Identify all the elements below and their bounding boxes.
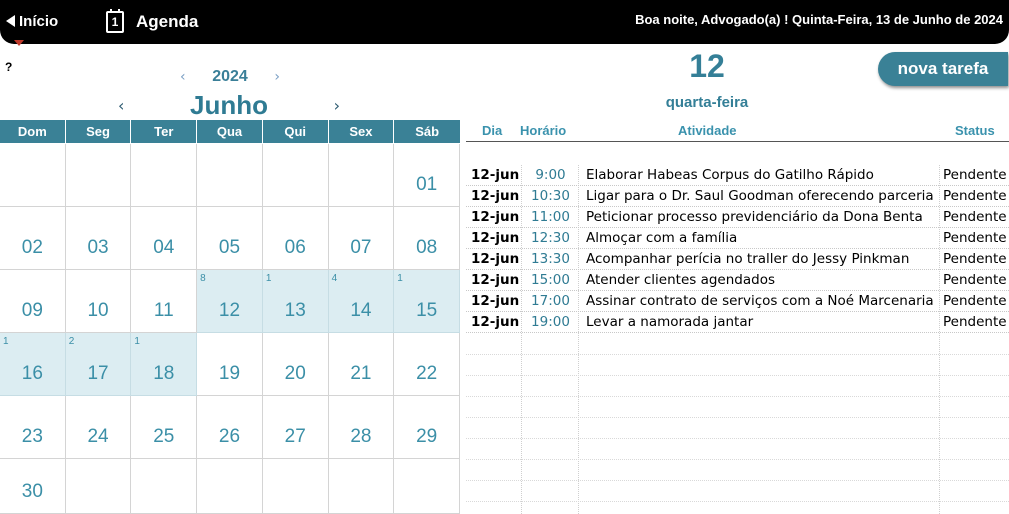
day-number: 15	[416, 300, 438, 321]
column-header-time: Horário	[520, 123, 567, 138]
calendar-day-cell[interactable]	[0, 333, 66, 396]
column-header-activity: Atividade	[678, 123, 737, 138]
task-time: 19:00	[531, 314, 570, 330]
calendar-day-cell[interactable]	[197, 333, 263, 396]
calendar-day-cell[interactable]	[0, 459, 66, 514]
day-number: 07	[350, 237, 372, 258]
empty-row-line	[466, 396, 1009, 397]
weekday-label: Qui	[263, 120, 329, 143]
task-time: 11:00	[531, 209, 570, 225]
month-label: Junho	[190, 89, 268, 120]
calendar-empty-cell	[329, 144, 395, 207]
calendar-day-cell[interactable]	[197, 270, 263, 333]
calendar-icon	[106, 11, 124, 33]
calendar-day-cell[interactable]	[329, 333, 395, 396]
task-status: Pendente	[943, 209, 1007, 225]
task-count-badge: 4	[331, 273, 338, 284]
task-status: Pendente	[943, 230, 1007, 246]
calendar-empty-cell	[263, 144, 329, 207]
calendar-day-cell[interactable]	[131, 270, 197, 333]
year-label: 2024	[212, 68, 248, 85]
tasks-table-body	[466, 165, 1009, 333]
calendar-day-cell[interactable]	[394, 396, 460, 459]
calendar-day-cell[interactable]	[197, 396, 263, 459]
task-day: 12-jun	[471, 293, 520, 309]
back-arrow-icon	[6, 15, 15, 27]
task-row[interactable]	[466, 207, 1009, 228]
empty-row-line	[466, 480, 1009, 481]
task-activity: Acompanhar perícia no traller do Jessy Pinkman	[586, 251, 910, 267]
task-count-badge: 8	[200, 273, 206, 284]
task-status: Pendente	[943, 293, 1007, 309]
weekday-label: Dom	[0, 120, 66, 143]
calendar-day-cell[interactable]	[394, 144, 460, 207]
task-status: Pendente	[943, 251, 1007, 267]
task-count-badge: 1	[134, 336, 140, 347]
task-activity: Ligar para o Dr. Saul Goodman oferecendo parceria	[586, 188, 934, 204]
calendar-day-cell[interactable]	[394, 333, 460, 396]
calendar-empty-cell	[394, 459, 460, 514]
day-number: 29	[416, 426, 438, 447]
task-day: 12-jun	[471, 230, 520, 246]
calendar-empty-cell	[66, 459, 132, 514]
task-status: Pendente	[943, 314, 1007, 330]
day-number: 28	[350, 426, 372, 447]
empty-row-line	[466, 438, 1009, 439]
task-count-badge: 1	[397, 273, 403, 284]
task-row[interactable]	[466, 165, 1009, 186]
prev-month-button[interactable]: ‹	[118, 95, 125, 115]
task-status: Pendente	[943, 272, 1007, 288]
task-day: 12-jun	[471, 251, 520, 267]
column-header-day: Dia	[482, 123, 503, 138]
task-activity: Peticionar processo previdenciário da Dona Benta	[586, 209, 923, 225]
task-time: 10:30	[531, 188, 570, 204]
day-number: 03	[87, 237, 109, 258]
calendar-empty-cell	[131, 144, 197, 207]
day-number: 19	[218, 363, 241, 384]
calendar-icon-number: 1	[111, 15, 119, 29]
task-status: Pendente	[943, 188, 1007, 204]
back-home-label: Início	[19, 12, 59, 30]
calendar-grid	[0, 144, 460, 514]
empty-row-line	[466, 354, 1009, 355]
task-activity: Almoçar com a família	[586, 230, 738, 246]
calendar-empty-cell	[197, 144, 263, 207]
day-number: 16	[21, 363, 43, 384]
task-row[interactable]	[466, 312, 1009, 333]
day-number: 26	[218, 426, 241, 447]
calendar-empty-cell	[197, 459, 263, 514]
task-row[interactable]	[466, 270, 1009, 291]
task-row[interactable]	[466, 249, 1009, 270]
task-count-badge: 1	[3, 336, 9, 347]
day-number: 18	[153, 363, 175, 384]
selected-day-weekday: quarta-feira	[665, 94, 749, 111]
calendar-day-cell[interactable]	[329, 207, 395, 270]
top-bar	[0, 0, 1009, 44]
empty-row-line	[466, 501, 1009, 502]
empty-row-line	[466, 417, 1009, 418]
task-activity: Atender clientes agendados	[586, 272, 775, 288]
weekday-label: Seg	[66, 120, 132, 143]
greeting-text: Boa noite, Advogado(a) ! Quinta-Feira, 13 de Junho de 2024	[635, 12, 1003, 27]
task-status: Pendente	[943, 167, 1007, 183]
prev-year-button[interactable]: ‹	[180, 69, 186, 85]
task-day: 12-jun	[471, 188, 520, 204]
task-count-badge: 2	[68, 336, 75, 347]
weekday-header	[0, 120, 460, 143]
day-number: 06	[284, 237, 306, 258]
app-title-label: Agenda	[136, 12, 199, 31]
day-number: 11	[153, 300, 174, 321]
calendar-empty-cell	[329, 459, 395, 514]
calendar-day-cell[interactable]	[66, 333, 132, 396]
weekday-label: Ter	[131, 120, 197, 143]
calendar-day-cell[interactable]	[394, 207, 460, 270]
help-button[interactable]: ?	[5, 60, 13, 74]
day-number: 10	[87, 300, 109, 321]
day-number: 02	[21, 237, 43, 258]
selected-day-number: 12	[689, 48, 725, 84]
calendar-day-cell[interactable]	[329, 270, 395, 333]
task-time: 9:00	[535, 167, 566, 183]
day-number: 14	[350, 300, 372, 321]
calendar-day-cell[interactable]	[66, 270, 132, 333]
calendar-day-cell[interactable]	[394, 270, 460, 333]
calendar-empty-cell	[0, 144, 66, 207]
next-month-button[interactable]: ›	[333, 95, 340, 115]
app-title	[106, 9, 198, 35]
year-navigator	[180, 66, 280, 88]
task-row[interactable]	[466, 291, 1009, 312]
task-time: 12:30	[531, 230, 570, 246]
calendar-empty-cell	[66, 144, 132, 207]
day-number: 17	[87, 363, 109, 384]
day-number: 30	[21, 481, 43, 502]
calendar-day-cell[interactable]	[0, 207, 66, 270]
day-number: 20	[284, 363, 306, 384]
task-day: 12-jun	[471, 314, 520, 330]
day-number: 24	[87, 426, 109, 447]
day-number: 25	[153, 426, 175, 447]
calendar-day-cell[interactable]	[66, 396, 132, 459]
empty-row-line	[466, 459, 1009, 460]
weekday-label: Sex	[329, 120, 395, 143]
day-number: 05	[218, 237, 241, 258]
corner-marker-icon	[14, 40, 24, 46]
column-header-status: Status	[955, 123, 995, 138]
task-activity: Assinar contrato de serviços com a Noé Marcenaria	[586, 293, 934, 309]
calendar-day-cell[interactable]	[131, 333, 197, 396]
day-number: 23	[21, 426, 43, 447]
day-number: 12	[218, 300, 241, 321]
task-time: 15:00	[531, 272, 570, 288]
day-number: 13	[284, 300, 306, 321]
task-time: 17:00	[531, 293, 570, 309]
day-number: 01	[416, 174, 438, 195]
day-number: 27	[284, 426, 306, 447]
calendar-empty-cell	[263, 459, 329, 514]
calendar-day-cell[interactable]	[131, 207, 197, 270]
task-day: 12-jun	[471, 272, 520, 288]
calendar-day-cell[interactable]	[263, 270, 329, 333]
task-activity: Levar a namorada jantar	[586, 314, 754, 330]
calendar-day-cell[interactable]	[263, 207, 329, 270]
task-day: 12-jun	[471, 167, 520, 183]
day-number: 04	[153, 237, 175, 258]
calendar-day-cell[interactable]	[329, 396, 395, 459]
task-row[interactable]	[466, 228, 1009, 249]
day-number: 22	[416, 363, 438, 384]
task-time: 13:30	[531, 251, 570, 267]
weekday-label: Qua	[197, 120, 263, 143]
month-navigator	[118, 90, 340, 120]
empty-row-line	[466, 375, 1009, 376]
calendar-day-cell[interactable]	[131, 396, 197, 459]
task-day: 12-jun	[471, 209, 520, 225]
day-number: 21	[350, 363, 372, 384]
task-count-badge: 1	[265, 273, 272, 284]
calendar-day-cell[interactable]	[263, 396, 329, 459]
calendar-day-cell[interactable]	[66, 207, 132, 270]
task-row[interactable]	[466, 186, 1009, 207]
day-number: 08	[416, 237, 438, 258]
calendar-day-cell[interactable]	[0, 270, 66, 333]
next-year-button[interactable]: ›	[274, 69, 280, 85]
weekday-label: Sáb	[415, 124, 440, 139]
calendar-day-cell[interactable]	[263, 333, 329, 396]
calendar-empty-cell	[131, 459, 197, 514]
new-task-button[interactable]: nova tarefa	[878, 52, 1008, 86]
back-home-button[interactable]	[6, 10, 58, 32]
calendar-day-cell[interactable]	[197, 207, 263, 270]
task-activity: Elaborar Habeas Corpus do Gatilho Rápido	[586, 167, 874, 183]
day-number: 09	[21, 300, 43, 321]
calendar-day-cell[interactable]	[0, 396, 66, 459]
tasks-table-header	[466, 120, 1009, 142]
